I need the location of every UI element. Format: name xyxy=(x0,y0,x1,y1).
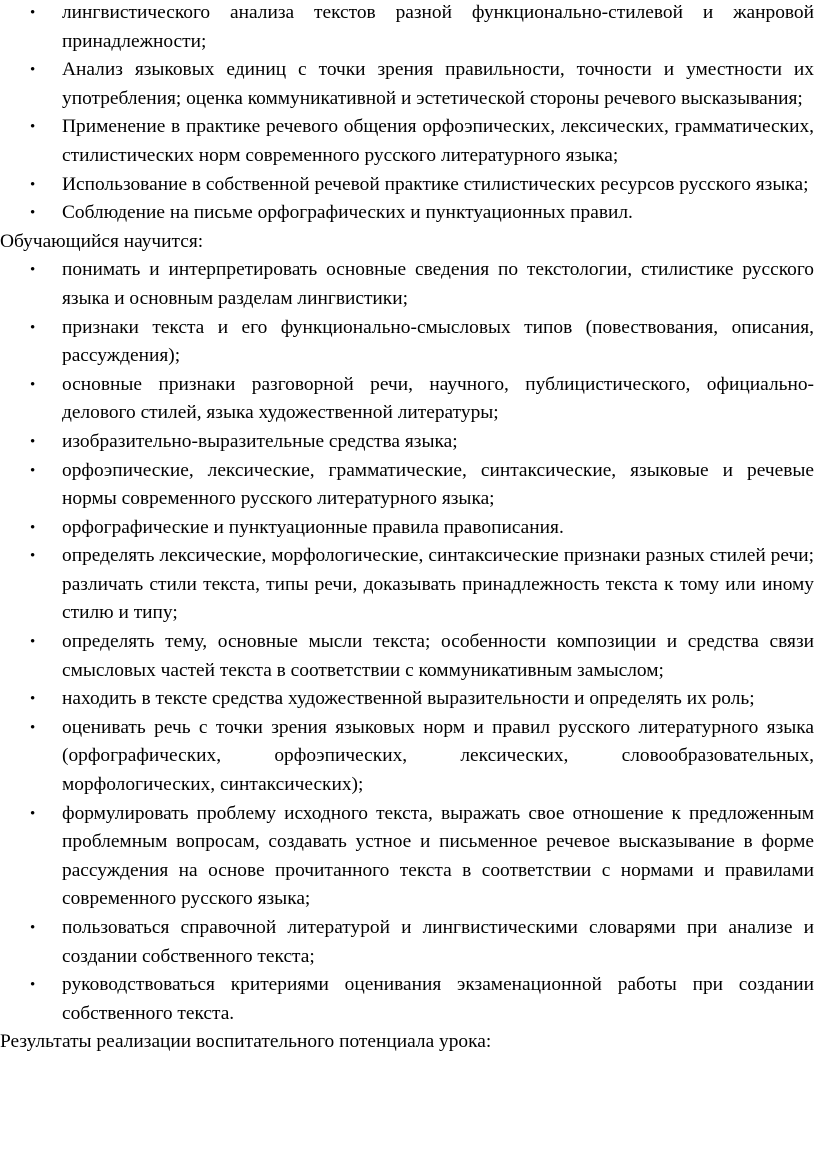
list-item-text: определять лексические, морфологические, синтаксические признаки разных стилей речи; различать стили текста, типы речи, доказывать принадлежность текста к тому или иному стилю и типу; xyxy=(62,545,814,624)
list-item-text: признаки текста и его функционально-смысловых типов (повествования, описания, рассуждения); xyxy=(62,316,814,367)
bullet-icon: • xyxy=(30,119,36,136)
bullet-icon: • xyxy=(30,205,36,222)
bullet-icon: • xyxy=(30,5,36,21)
bullet-icon: • xyxy=(30,176,36,193)
list-item-text: понимать и интерпретировать основные сведения по текстологии, стилистике русского языка и основным разделам лингвистики; xyxy=(62,259,814,309)
list-item-text: орфоэпические, лексические, грамматические, синтаксические, языковые и речевые нормы современного русского литературного языка; xyxy=(62,459,814,510)
list-item xyxy=(0,199,816,228)
list-item xyxy=(0,971,816,1028)
list-item-text: находить в тексте средства художественной выразительности и определять их роль; xyxy=(62,688,755,710)
list-item xyxy=(0,714,816,800)
list-item xyxy=(0,113,816,170)
list-item-text: формулировать проблему исходного текста, выражать свое отношение к предложенным проблемным вопросам, создавать устное и письменное речевое высказывание в форме рассуждения на основе прочитанного текста в соответствии с нормами и правилами современного русского языка; xyxy=(62,802,814,910)
list-item xyxy=(0,371,816,428)
bullet-icon: • xyxy=(30,548,36,565)
list-item xyxy=(0,256,816,313)
bullet-icon: • xyxy=(30,433,36,450)
bullet-list-skills xyxy=(0,0,816,228)
list-item xyxy=(0,628,816,685)
bullet-icon: • xyxy=(30,319,36,336)
list-item xyxy=(0,914,816,971)
list-item-text: пользоваться справочной литературой и лингвистическими словарями при анализе и создании собственного текста; xyxy=(62,917,814,967)
list-item xyxy=(0,800,816,914)
bullet-icon: • xyxy=(30,634,36,651)
bullet-icon: • xyxy=(30,462,36,479)
section-heading-learns: Обучающийся научится: xyxy=(0,230,204,252)
list-item-text: изобразительно-выразительные средства языка; xyxy=(62,430,458,452)
section-heading-results: Результаты реализации воспитательного потенциала урока: xyxy=(0,1031,492,1053)
list-item-text: определять тему, основные мысли текста; особенности композиции и средства связи смысловых частей текста в соответствии с коммуникативным замыслом; xyxy=(62,631,814,681)
list-item-text: оценивать речь с точки зрения языковых норм и правил русского литературного языка (орфографических, орфоэпических, лексических, словообразовательных, морфологических, синтаксических); xyxy=(62,716,814,796)
bullet-list-outcomes xyxy=(0,256,816,1028)
bullet-icon: • xyxy=(30,920,36,936)
bullet-icon: • xyxy=(30,691,36,708)
list-item xyxy=(0,542,816,628)
list-item-text: Использование в собственной речевой практике стилистических ресурсов русского языка; xyxy=(62,173,809,195)
list-item xyxy=(0,685,816,714)
bullet-icon: • xyxy=(30,376,36,393)
bullet-icon: • xyxy=(30,519,36,536)
list-item xyxy=(0,514,816,543)
list-item xyxy=(0,171,816,200)
bullet-icon: • xyxy=(30,977,36,994)
list-item-text: Применение в практике речевого общения орфоэпических, лексических, грамматических, стилистических норм современного русского литературного языка; xyxy=(62,116,814,166)
list-item-text: Соблюдение на письме орфографических и пунктуационных правил. xyxy=(62,202,633,224)
list-item-text: Анализ языковых единиц с точки зрения правильности, точности и уместности их употребления; оценка коммуникативной и эстетической стороны речевого высказывания; xyxy=(62,59,814,109)
list-item-text: руководствоваться критериями оценивания экзаменационной работы при создании собственного текста. xyxy=(62,974,814,1024)
list-item xyxy=(0,0,816,56)
list-item xyxy=(0,56,816,113)
bullet-icon: • xyxy=(30,62,36,79)
list-item-text: основные признаки разговорной речи, научного, публицистического, официально-делового стилей, языка художественной литературы; xyxy=(62,373,814,424)
bullet-icon: • xyxy=(30,719,36,736)
bullet-icon: • xyxy=(30,262,36,279)
list-item-text: орфографические и пунктуационные правила правописания. xyxy=(62,516,564,538)
list-item xyxy=(0,428,816,457)
list-item xyxy=(0,457,816,514)
list-item xyxy=(0,314,816,371)
bullet-icon: • xyxy=(30,805,36,822)
list-item-text: лингвистического анализа текстов разной функционально-стилевой и жанровой принадлежности; xyxy=(62,2,814,52)
